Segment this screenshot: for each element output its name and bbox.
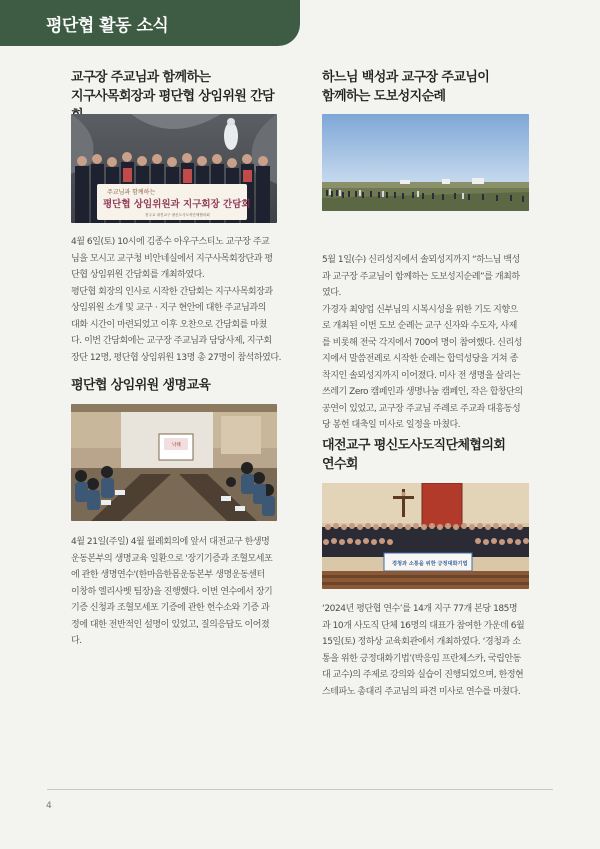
article-3-line-9: 쓰레기 Zero 캠페인과 생명나눔 캠페인, 작은 합창단의 xyxy=(322,387,523,397)
article-2-line-5: 기증 신청과 조혈모세포 기증에 관한 헌수소와 기증 과 xyxy=(71,603,270,613)
article-3-line-3: 였다. xyxy=(322,288,341,298)
article-1-line-1: 4월 6일(토) 10시에 김종수 아우구스티노 교구장 주교 xyxy=(71,237,270,247)
article-3-line-10: 공연이 있었고, 교구장 주교님 주례로 주교좌 대흥동성 xyxy=(322,403,521,414)
article-1-title-line-1: 교구장 주교님과 함께하는 xyxy=(71,70,211,85)
article-3-line-6: 를 비롯해 전국 각지에서 700여 명이 참여했다. 신리성 xyxy=(322,337,522,348)
article-2-title-line-1: 평단협 상임위원 생명교육 xyxy=(71,378,211,393)
banner-line-2: 평단협 상임위원과 지구회장 간담회 xyxy=(103,199,251,210)
article-2-title xyxy=(71,376,278,395)
article-4-title-line-1: 대전교구 평신도사도직단체협의회 xyxy=(322,438,506,453)
article-1-line-4: 평단협 회장의 인사로 시작한 간담회는 지구사목회장과 xyxy=(71,286,273,297)
article-3-photo xyxy=(322,114,529,211)
article-2-line-6: 정에 대한 전반적인 설명이 있었고, 질의응답도 이어졌 xyxy=(71,619,270,630)
article-3-line-1: 5월 1일(수) 신리성지에서 솔뫼성지까지 “하느님 백성 xyxy=(322,255,520,265)
article-1-photo xyxy=(71,114,277,223)
article-4-line-6: 스테파노 총대리 주교님의 파견 미사로 연수를 마쳤다. xyxy=(322,686,521,697)
article-4-body xyxy=(322,601,529,700)
article-1-line-6: 대화 시간이 마련되었고 이후 오찬으로 간담회를 마쳤 xyxy=(71,319,267,330)
article-1-line-2: 님을 모시고 교구청 비안네실에서 지구사목회장단과 평 xyxy=(71,253,273,264)
article-2-line-7: 다. xyxy=(71,636,82,646)
page-number: 4 xyxy=(46,801,52,811)
article-3-line-4: 가경자 최양업 신부님의 시복시성을 위한 기도 지향으 xyxy=(322,304,518,315)
article-4-line-4: 통을 위한 긍정대화기법’(박응임 프란체스카, 국립안동 xyxy=(322,653,521,664)
article-4-line-3: 15일(토) 정하상 교육회관에서 개최하였다. ‘경청과 소 xyxy=(322,637,521,647)
article-1-line-3: 단협 상임위원 간담회를 개최하였다. xyxy=(71,270,205,280)
section-tab xyxy=(0,0,300,46)
article-1-line-8: 장단 12명, 평단협 상임위원 13명 총 27명이 참석하였다. xyxy=(71,352,281,363)
article-2-line-2: 운동본부의 생명교육 일환으로 '장기기증과 조혈모세포 xyxy=(71,553,273,564)
footer-divider xyxy=(47,789,553,790)
article-3-title-line-1: 하느님 백성과 교구장 주교님이 xyxy=(322,70,490,85)
article-1-line-5: 상임위원 소개 및 교구 · 지구 현안에 대한 주교님과의 xyxy=(71,303,266,313)
banner-line-1: 주교님과 함께하는 xyxy=(107,189,156,196)
article-2-body xyxy=(71,534,278,650)
article-4-line-1: ‘2024년 평단협 연수’를 14개 지구 77개 본당 185명 xyxy=(322,604,518,614)
group-photo-meeting xyxy=(71,114,277,223)
article-2-line-4: 이창하 엘리사벳 팀장)을 진행했다. 이번 연수에서 장기 xyxy=(71,586,273,597)
article-3-title xyxy=(322,68,529,106)
seminar-room-photo xyxy=(71,404,277,521)
chapel-group-photo xyxy=(322,483,529,589)
article-3-line-8: 착지인 솔뫼성지까지 이어졌다. 미사 전 생명을 살리는 xyxy=(322,370,521,381)
article-4-title xyxy=(322,436,529,474)
article-4-photo xyxy=(322,483,529,589)
article-3-line-7: 지에서 말씀전례로 시작한 순례는 합덕성당을 거쳐 종 xyxy=(322,354,518,364)
article-4-line-2: 과 10개 사도직 단체 16명의 대표가 참여한 가운데 6월 xyxy=(322,620,525,631)
section-title: 평단협 활동 소식 xyxy=(46,16,169,36)
screen-text: 낙태 xyxy=(172,443,181,448)
article-3-line-2: 과 교구장 주교님이 함께하는 도보성지순례”를 개최하 xyxy=(322,271,520,282)
article-3-line-11: 당 봉헌 대축일 미사로 일정을 마쳤다. xyxy=(322,420,461,430)
article-4-line-5: 대 교수)의 주제로 강의와 실습이 진행되었으며, 한정현 xyxy=(322,670,524,680)
article-2-line-3: 에 관한 생명연수'(한마음한몸운동본부 생명운동센터 xyxy=(71,570,265,580)
article-2-photo xyxy=(71,404,277,521)
article-1-title-line-2: 지구사목회장과 평단협 상임위원 간담 xyxy=(71,89,275,104)
banner-text: 경청과 소통을 위한 긍정대화기법 xyxy=(392,561,468,567)
article-3-title-line-2: 함께하는 도보성지순례 xyxy=(322,89,446,104)
article-1-body xyxy=(71,234,281,366)
article-2-line-1: 4월 21일(주일) 4월 월례회의에 앞서 대전교구 한생명 xyxy=(71,537,270,547)
pilgrimage-walk-photo xyxy=(322,114,529,211)
article-4-title-line-2: 연수회 xyxy=(322,457,358,472)
article-1-line-7: 다. 이번 간담회에는 교구장 주교님과 담당사제, 지구회 xyxy=(71,336,272,346)
article-3-line-5: 로 개최된 이번 도보 순례는 교구 신자와 수도자, 사제 xyxy=(322,321,517,331)
banner-line-3: 천주교 대전교구 평신도사도직단체협의회 xyxy=(145,213,210,217)
article-3-body xyxy=(322,252,529,434)
